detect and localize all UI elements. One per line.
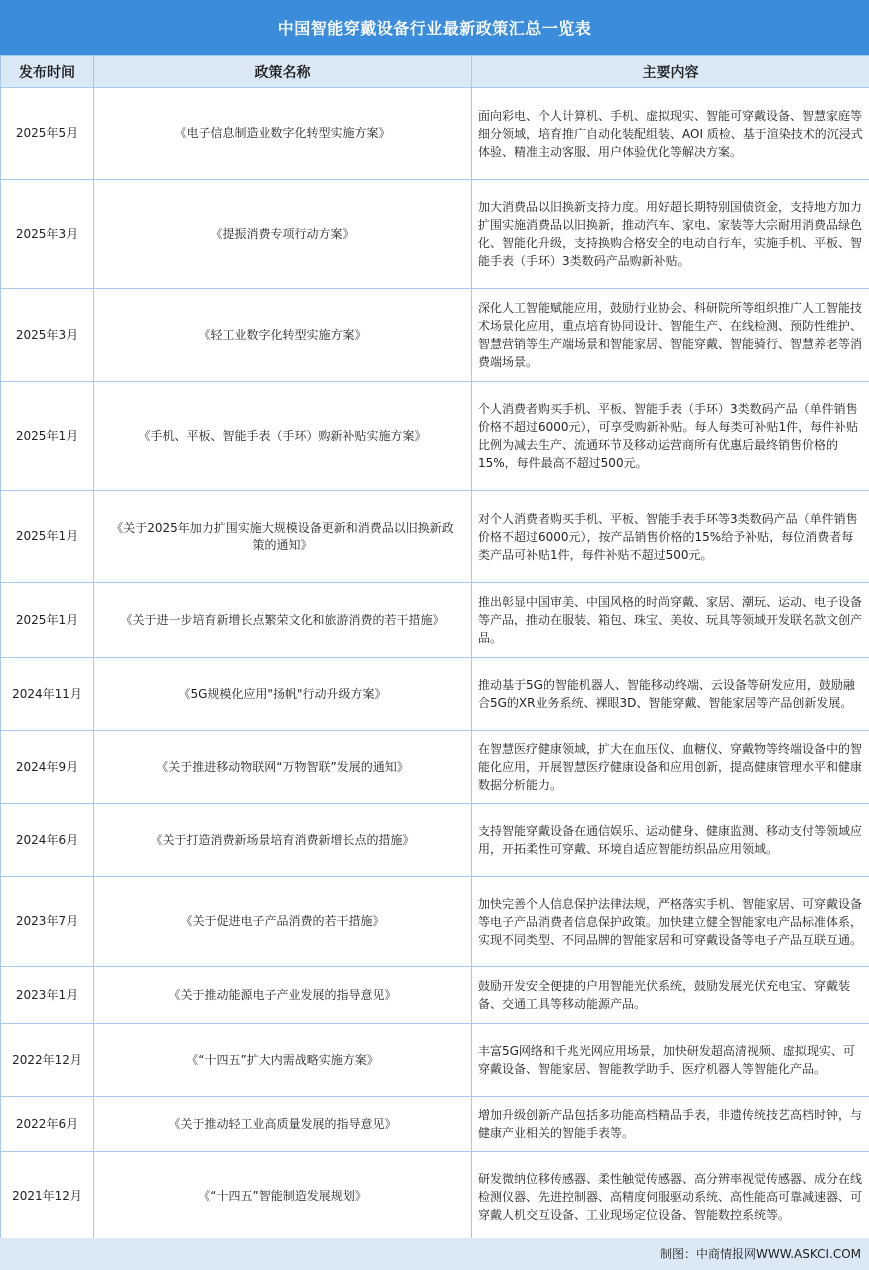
- table-row: [1, 1024, 869, 1097]
- row-content: 面向彩电、个人计算机、手机、虚拟现实、智能可穿戴设备、智慧家庭等细分领域，培育推广自动化装配组装、AOI 质检、基于渲染技术的沉浸式体验、精准主动客服、用户体验优化等解决方案。: [472, 88, 869, 180]
- row-date: 2022年12月: [1, 1024, 94, 1097]
- row-content: 鼓励开发安全便捷的户用智能光伏系统，鼓励发展光伏充电宝、穿戴装备、交通工具等移动能源产品。: [472, 967, 869, 1024]
- row-content: 推出彰显中国审美、中国风格的时尚穿戴、家居、潮玩、运动、电子设备等产品，推动在服装、箱包、珠宝、美妆、玩具等领域开发联名款文创产品。: [472, 583, 869, 658]
- row-policy-name: 《提振消费专项行动方案》: [94, 180, 472, 289]
- row-policy-name: 《“十四五”扩大内需战略实施方案》: [94, 1024, 472, 1097]
- header-date: 发布时间: [1, 56, 94, 88]
- row-policy-name: 《关于推动能源电子产业发展的指导意见》: [94, 967, 472, 1024]
- row-date: 2025年1月: [1, 491, 94, 583]
- row-policy-name: 《关于2025年加力扩围实施大规模设备更新和消费品以旧换新政策的通知》: [94, 491, 472, 583]
- header-main-content: 主要内容: [472, 56, 869, 88]
- table-row: [1, 658, 869, 731]
- row-date: 2025年1月: [1, 382, 94, 491]
- row-content: 支持智能穿戴设备在通信娱乐、运动健身、健康监测、移动支付等领域应用，开拓柔性可穿戴、环境自适应智能纺织品应用领域。: [472, 804, 869, 877]
- row-date: 2021年12月: [1, 1152, 94, 1242]
- row-content: 丰富5G网络和千兆光网应用场景，加快研发超高清视频、虚拟现实、可穿戴设备、智能家居、智能教学助手、医疗机器人等智能化产品。: [472, 1024, 869, 1097]
- row-policy-name: 《“十四五”智能制造发展规划》: [94, 1152, 472, 1242]
- row-date: 2023年1月: [1, 967, 94, 1024]
- table-row: [1, 180, 869, 289]
- row-date: 2025年1月: [1, 583, 94, 658]
- row-content: 对个人消费者购买手机、平板、智能手表手环等3类数码产品（单件销售价格不超过6000元），按产品销售价格的15%给予补贴，每位消费者每类产品可补贴1件，每件补贴不超过500元。: [472, 491, 869, 583]
- row-content: 研发微纳位移传感器、柔性触觉传感器、高分辨率视觉传感器、成分在线检测仪器、先进控制器、高精度伺服驱动系统、高性能高可靠减速器、可穿戴人机交互设备、工业现场定位设备、智能数控系统等。: [472, 1152, 869, 1242]
- row-date: 2024年9月: [1, 731, 94, 804]
- row-policy-name: 《关于促进电子产品消费的若干措施》: [94, 877, 472, 967]
- row-date: 2022年6月: [1, 1097, 94, 1152]
- table-row: [1, 1097, 869, 1152]
- header-policy-name: 政策名称: [94, 56, 472, 88]
- row-policy-name: 《手机、平板、智能手表（手环）购新补贴实施方案》: [94, 382, 472, 491]
- page-title: 中国智能穿戴设备行业最新政策汇总一览表: [277, 19, 592, 38]
- row-policy-name: 《关于打造消费新场景培育消费新增长点的措施》: [94, 804, 472, 877]
- table-header-row: [1, 56, 869, 88]
- table-row: [1, 491, 869, 583]
- row-content: 推动基于5G的智能机器人、智能移动终端、云设备等研发应用，鼓励融合5G的XR业务系统、裸眼3D、智能穿戴、智能家居等产品创新发展。: [472, 658, 869, 731]
- row-date: 2025年5月: [1, 88, 94, 180]
- row-policy-name: 《5G规模化应用"扬帆"行动升级方案》: [94, 658, 472, 731]
- table-row: [1, 88, 869, 180]
- row-policy-name: 《关于推进移动物联网“万物智联”发展的通知》: [94, 731, 472, 804]
- row-content: 个人消费者购买手机、平板、智能手表（手环）3类数码产品（单件销售价格不超过6000元），可享受购新补贴。每人每类可补贴1件，每件补贴比例为减去生产、流通环节及移动运营商所有优惠后最终销售价格的15%，每件最高不超过500元。: [472, 382, 869, 491]
- title-bar: [0, 0, 869, 55]
- table-row: [1, 804, 869, 877]
- row-content: 深化人工智能赋能应用，鼓励行业协会、科研院所等组织推广人工智能技术场景化应用，重点培育协同设计、智能生产、在线检测、预防性维护、智慧营销等生产端场景和智能家居、智能穿戴、智能骑行、智慧养老等消费端场景。: [472, 289, 869, 382]
- table-row: [1, 731, 869, 804]
- row-content: 增加升级创新产品包括多功能高档精品手表，非遗传统技艺高档时钟，与健康产业相关的智能手表等。: [472, 1097, 869, 1152]
- row-policy-name: 《电子信息制造业数字化转型实施方案》: [94, 88, 472, 180]
- row-date: 2025年3月: [1, 180, 94, 289]
- table-row: [1, 289, 869, 382]
- row-policy-name: 《关于进一步培育新增长点繁荣文化和旅游消费的若干措施》: [94, 583, 472, 658]
- table-row: [1, 877, 869, 967]
- source-credit: 制图：中商情报网WWW.ASKCI.COM: [660, 1247, 861, 1261]
- row-content: 在智慧医疗健康领域，扩大在血压仪、血糖仪、穿戴物等终端设备中的智能化应用，开展智慧医疗健康设备和应用创新，提高健康管理水平和健康数据分析能力。: [472, 731, 869, 804]
- row-policy-name: 《关于推动轻工业高质量发展的指导意见》: [94, 1097, 472, 1152]
- table-row: [1, 382, 869, 491]
- row-date: 2024年11月: [1, 658, 94, 731]
- row-content: 加快完善个人信息保护法律法规，严格落实手机、智能家居、可穿戴设备等电子产品消费者信息保护政策。加快建立健全智能家电产品标准体系，实现不同类型、不同品牌的智能家居和可穿戴设备等电子产品互联互通。: [472, 877, 869, 967]
- row-date: 2023年7月: [1, 877, 94, 967]
- policy-table: [0, 55, 869, 1242]
- footer-bar: [0, 1238, 869, 1270]
- row-content: 加大消费品以旧换新支持力度。用好超长期特别国债资金，支持地方加力扩围实施消费品以旧换新，推动汽车、家电、家装等大宗耐用消费品绿色化、智能化升级，支持换购合格安全的电动自行车，实施手机、平板、智能手表（手环）3类数码产品购新补贴。: [472, 180, 869, 289]
- row-policy-name: 《轻工业数字化转型实施方案》: [94, 289, 472, 382]
- row-date: 2025年3月: [1, 289, 94, 382]
- row-date: 2024年6月: [1, 804, 94, 877]
- table-row: [1, 583, 869, 658]
- table-row: [1, 967, 869, 1024]
- table-row: [1, 1152, 869, 1242]
